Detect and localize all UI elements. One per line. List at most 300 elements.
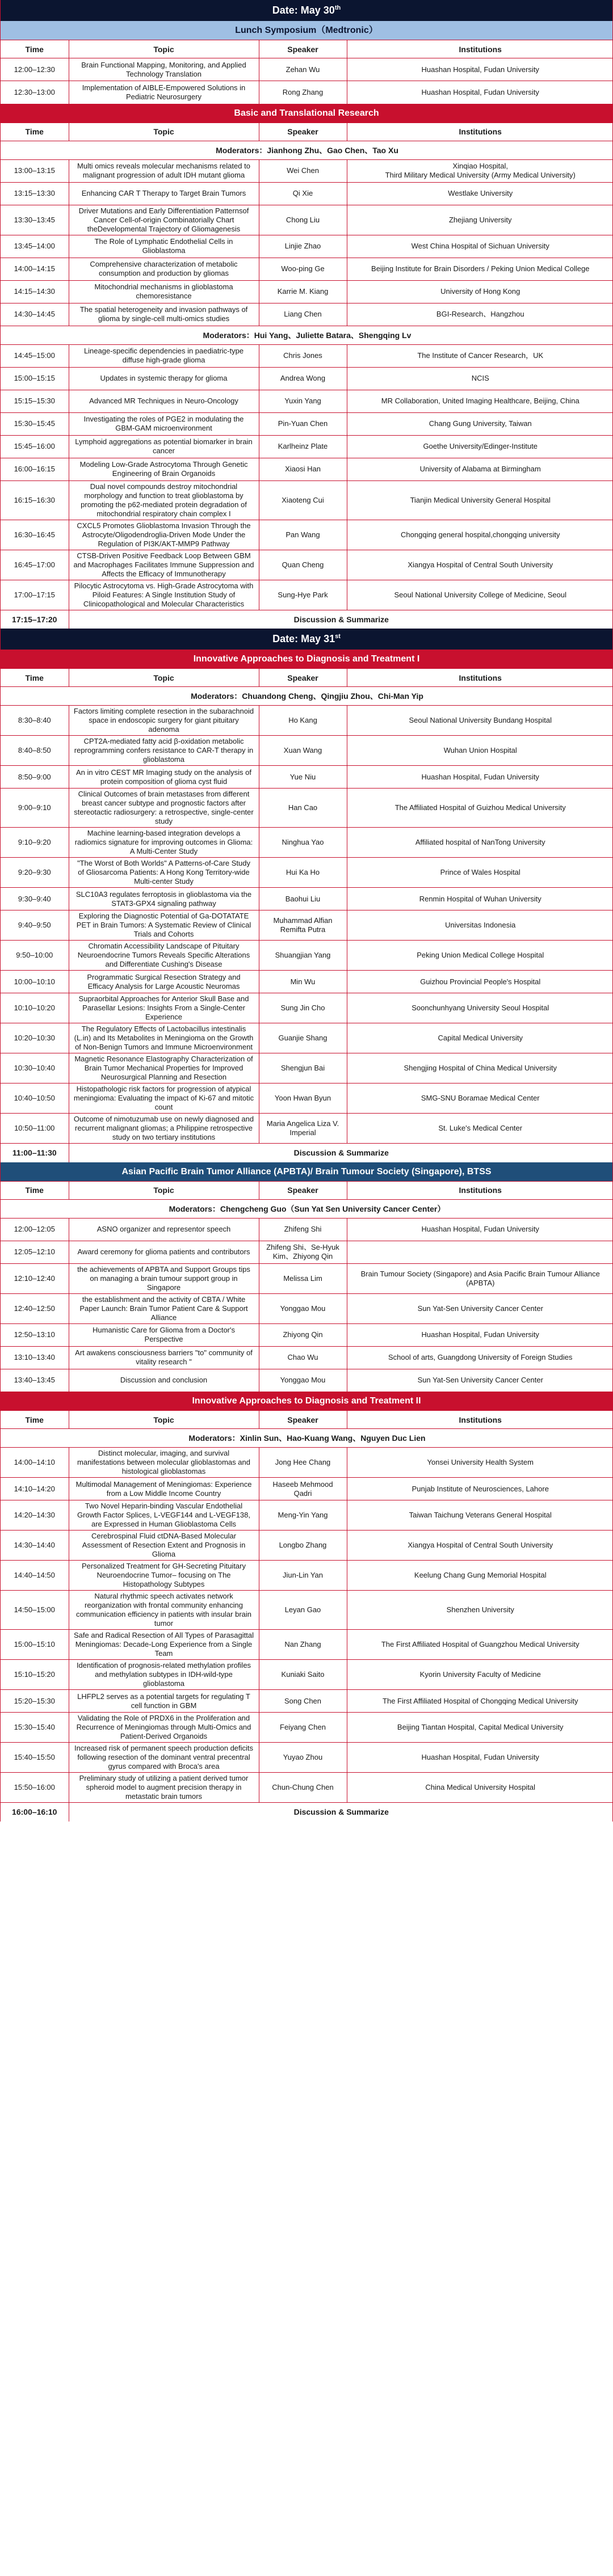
session-time: 10:10–10:20	[1, 993, 69, 1023]
session-topic: Outcome of nimotuzumab use on newly diagnosed and recurrent malignant gliomas; a Philippine retrospective study on two tertiary institutions	[69, 1114, 259, 1144]
session-row	[1, 390, 613, 412]
session-time: 15:15–15:30	[1, 390, 69, 412]
session-time: 15:20–15:30	[1, 1690, 69, 1713]
session-speaker: Yue Niu	[259, 766, 347, 789]
session-speaker: Chris Jones	[259, 344, 347, 367]
session-time: 8:30–8:40	[1, 706, 69, 736]
discussion-time: 11:00–11:30	[1, 1144, 69, 1162]
session-speaker: Sung Jin Cho	[259, 993, 347, 1023]
session-topic: Two Novel Heparin-binding Vascular Endothelial Growth Factor Splices, L-VEGF144 and L-VEGF138, are Expressed in Human Glioblastoma Cells	[69, 1500, 259, 1531]
session-topic: Histopathologic risk factors for progression of atypical meningioma: Evaluating the impact of Ki-67 and mitotic count	[69, 1083, 259, 1114]
session-institution: Brain Tumour Society (Singapore) and Asia Pacific Brain Tumour Alliance (APBTA)	[347, 1263, 613, 1293]
session-speaker: Maria Angelica Liza V. Imperial	[259, 1114, 347, 1144]
session-topic: Investigating the roles of PGE2 in modulating the GBM-GAM microenvironment	[69, 412, 259, 435]
session-speaker: Meng-Yin Yang	[259, 1500, 347, 1531]
topic-header: Topic	[69, 1181, 259, 1199]
session-row	[1, 1561, 613, 1591]
discussion-label: Discussion & Summarize	[69, 610, 613, 629]
session-speaker: Haseeb Mehmood Qadri	[259, 1478, 347, 1500]
session-speaker: Shengjun Bai	[259, 1053, 347, 1083]
session-topic: Programmatic Surgical Resection Strategy and Efficacy Analysis for Large Acoustic Neuromas	[69, 971, 259, 993]
session-topic: Mitochondrial mechanisms in glioblastoma chemoresistance	[69, 280, 259, 303]
session-time: 9:40–9:50	[1, 910, 69, 941]
session-speaker: Song Chen	[259, 1690, 347, 1713]
session-speaker: Xiaoteng Cui	[259, 480, 347, 520]
date-text: Date: May 30	[272, 5, 335, 16]
innovative-2-title: Innovative Approaches to Diagnosis and Treatment II	[1, 1392, 612, 1410]
session-institution: University of Hong Kong	[347, 280, 613, 303]
moderators: Moderators：Chuandong Cheng、Qingjiu Zhou、Chi-Man Yip	[1, 687, 613, 706]
session-speaker: Guanjie Shang	[259, 1023, 347, 1053]
session-time: 12:00–12:05	[1, 1218, 69, 1241]
session-row	[1, 888, 613, 910]
session-time: 14:40–14:50	[1, 1561, 69, 1591]
session-speaker: Feiyang Chen	[259, 1713, 347, 1743]
session-row	[1, 1241, 613, 1263]
session-time: 9:10–9:20	[1, 828, 69, 858]
session-row	[1, 81, 613, 104]
session-time: 12:40–12:50	[1, 1293, 69, 1323]
session-institution: Shengjing Hospital of China Medical University	[347, 1053, 613, 1083]
session-topic: The Regulatory Effects of Lactobacillus intestinalis (L.in) and Its Metabolites in Meningioma on the Growth of Non-Benign Tumors and Immune Microenvironment	[69, 1023, 259, 1053]
session-time: 16:45–17:00	[1, 550, 69, 580]
session-institution: Goethe University/Edinger-Institute	[347, 435, 613, 458]
session-row	[1, 993, 613, 1023]
innovative-1-title: Innovative Approaches to Diagnosis and Treatment I	[1, 650, 612, 668]
session-row	[1, 1713, 613, 1743]
session-row	[1, 858, 613, 888]
moderators: Moderators：Hui Yang、Juliette Batara、Shengqing Lv	[1, 326, 613, 344]
session-institution: Seoul National University Bundang Hospital	[347, 706, 613, 736]
session-row	[1, 303, 613, 326]
date-banner	[1, 629, 612, 650]
header-row	[1, 1411, 613, 1429]
session-time: 14:30–14:40	[1, 1531, 69, 1561]
session-speaker: Rong Zhang	[259, 81, 347, 104]
session-institution: Affiliated hospital of NanTong University	[347, 828, 613, 858]
session-institution: China Medical University Hospital	[347, 1773, 613, 1803]
session-institution: Prince of Wales Hospital	[347, 858, 613, 888]
session-row	[1, 344, 613, 367]
session-speaker: Jong Hee Chang	[259, 1448, 347, 1478]
date-text: Date: May 31	[272, 633, 335, 644]
session-row	[1, 258, 613, 280]
session-institution: School of arts, Guangdong University of Foreign Studies	[347, 1346, 613, 1369]
date-banner	[1, 0, 612, 21]
session-row	[1, 1773, 613, 1803]
session-topic: Enhancing CAR T Therapy to Target Brain Tumors	[69, 182, 259, 205]
session-time: 10:20–10:30	[1, 1023, 69, 1053]
session-institution: Punjab Institute of Neurosciences, Lahore	[347, 1478, 613, 1500]
session-row	[1, 1478, 613, 1500]
session-topic: Cerebrospinal Fluid ctDNA-Based Molecular Assessment of Resection Extent and Prognosis in Glioma	[69, 1531, 259, 1561]
session-row	[1, 910, 613, 941]
session-time: 16:15–16:30	[1, 480, 69, 520]
session-topic: Preliminary study of utilizing a patient derived tumor spheroid model to augment precision therapy in metastatic brain tumors	[69, 1773, 259, 1803]
session-topic: Validating the Role of PRDX6 in the Proliferation and Recurrence of Meningiomas through Multi-Omics and Patient-Derived Organoids	[69, 1713, 259, 1743]
session-speaker: Ho Kang	[259, 706, 347, 736]
session-time: 15:30–15:45	[1, 412, 69, 435]
session-row	[1, 1023, 613, 1053]
moderators-row	[1, 687, 613, 706]
session-topic: Advanced MR Techniques in Neuro-Oncology	[69, 390, 259, 412]
session-time: 14:15–14:30	[1, 280, 69, 303]
session-speaker: Wei Chen	[259, 159, 347, 182]
session-topic: the establishment and the activity of CBTA / White Paper Launch: Brain Tumor Patient Care & Support Alliance	[69, 1293, 259, 1323]
session-institution: St. Luke's Medical Center	[347, 1114, 613, 1144]
session-time: 14:10–14:20	[1, 1478, 69, 1500]
session-speaker: Xiaosi Han	[259, 458, 347, 480]
apbta-title: Asian Pacific Brain Tumor Alliance (APBTA)/ Brain Tumour Society (Singapore), BTSS	[1, 1162, 612, 1181]
session-speaker: Zehan Wu	[259, 58, 347, 81]
session-row	[1, 458, 613, 480]
session-time: 10:30–10:40	[1, 1053, 69, 1083]
session-speaker: Sung-Hye Park	[259, 580, 347, 610]
session-row	[1, 367, 613, 390]
session-row	[1, 828, 613, 858]
institutions-header: Institutions	[347, 123, 613, 141]
discussion-label: Discussion & Summarize	[69, 1803, 613, 1822]
session-topic: Safe and Radical Resection of All Types of Parasagittal Meningiomas: Decade-Long Experience from a Single Team	[69, 1630, 259, 1660]
session-speaker: Leyan Gao	[259, 1591, 347, 1630]
header-row	[1, 40, 613, 58]
session-institution: West China Hospital of Sichuan University	[347, 235, 613, 258]
session-topic: CXCL5 Promotes Glioblastoma Invasion Through the Astrocyte/Oligodendroglia-Driven Mode Under the Regulation of PI3K/AKT-MMP9 Pathway	[69, 520, 259, 550]
session-time: 12:05–12:10	[1, 1241, 69, 1263]
session-topic: Natural rhythmic speech activates network reorganization with frontal community enhancing communication efficiency in patients with insular brain tumor	[69, 1591, 259, 1630]
speaker-header: Speaker	[259, 40, 347, 58]
session-row	[1, 1448, 613, 1478]
session-speaker: Nan Zhang	[259, 1630, 347, 1660]
session-row	[1, 1630, 613, 1660]
session-time: 15:45–16:00	[1, 435, 69, 458]
session-speaker: Woo-ping Ge	[259, 258, 347, 280]
session-row	[1, 58, 613, 81]
speaker-header: Speaker	[259, 1411, 347, 1429]
session-institution: Renmin Hospital of Wuhan University	[347, 888, 613, 910]
session-topic: CPT2A-mediated fatty acid β-oxidation metabolic reprogramming confers resistance to CAR-T therapy in glioblastoma	[69, 736, 259, 766]
session-institution: Beijing Tiantan Hospital, Capital Medical University	[347, 1713, 613, 1743]
session-speaker: Yoon Hwan Byun	[259, 1083, 347, 1114]
session-topic: Lineage-specific dependencies in paediatric-type diffuse high-grade glioma	[69, 344, 259, 367]
institutions-header: Institutions	[347, 1181, 613, 1199]
session-topic: SLC10A3 regulates ferroptosis in glioblastoma via the STAT3-GPX4 signaling pathway	[69, 888, 259, 910]
session-speaker: Pin-Yuan Chen	[259, 412, 347, 435]
session-row	[1, 1218, 613, 1241]
session-topic: Identification of prognosis-related methylation profiles and methylation subtypes in IDH-wild-type glioblastoma	[69, 1660, 259, 1690]
speaker-header: Speaker	[259, 1181, 347, 1199]
time-header: Time	[1, 40, 69, 58]
session-speaker: Ninghua Yao	[259, 828, 347, 858]
speaker-header: Speaker	[259, 123, 347, 141]
session-institution: The Institute of Cancer Research，UK	[347, 344, 613, 367]
session-speaker: Melissa Lim	[259, 1263, 347, 1293]
discussion-row	[1, 1144, 613, 1162]
session-time: 15:30–15:40	[1, 1713, 69, 1743]
session-speaker: Yuyao Zhou	[259, 1743, 347, 1773]
session-time: 13:30–13:45	[1, 205, 69, 235]
header-row	[1, 123, 613, 141]
discussion-row	[1, 1803, 613, 1822]
session-time: 12:50–13:10	[1, 1323, 69, 1346]
topic-header: Topic	[69, 1411, 259, 1429]
session-institution: Kyorin University Faculty of Medicine	[347, 1660, 613, 1690]
session-institution	[347, 1241, 613, 1263]
session-institution: Guizhou Provincial People's Hospital	[347, 971, 613, 993]
session-speaker: Shuangjian Yang	[259, 941, 347, 971]
moderators-row	[1, 1429, 613, 1448]
session-time: 12:30–13:00	[1, 81, 69, 104]
session-topic: Modeling Low-Grade Astrocytoma Through Genetic Engineering of Brain Organoids	[69, 458, 259, 480]
session-speaker: Karrie M. Kiang	[259, 280, 347, 303]
moderators: Moderators：Xinlin Sun、Hao-Kuang Wang、Nguyen Duc Lien	[1, 1429, 613, 1448]
header-row	[1, 669, 613, 687]
topic-header: Topic	[69, 40, 259, 58]
session-row	[1, 789, 613, 828]
session-row	[1, 1263, 613, 1293]
date-suffix: th	[334, 5, 341, 11]
discussion-label: Discussion & Summarize	[69, 1144, 613, 1162]
date-suffix: st	[335, 633, 341, 640]
session-speaker: Xuan Wang	[259, 736, 347, 766]
session-topic: Discussion and conclusion	[69, 1369, 259, 1392]
session-topic: Magnetic Resonance Elastography Characterization of Brain Tumor Mechanical Properties for Improved Neurosurgical Planning and Resection	[69, 1053, 259, 1083]
session-speaker: Quan Cheng	[259, 550, 347, 580]
session-row	[1, 1743, 613, 1773]
time-header: Time	[1, 669, 69, 687]
session-time: 15:00–15:15	[1, 367, 69, 390]
session-speaker: Kuniaki Saito	[259, 1660, 347, 1690]
session-institution: Huashan Hospital, Fudan University	[347, 1743, 613, 1773]
session-institution: University of Alabama at Birmingham	[347, 458, 613, 480]
session-row	[1, 235, 613, 258]
session-topic: Multi omics reveals molecular mechanisms related to malignant progression of adult IDH mutant glioma	[69, 159, 259, 182]
session-row	[1, 941, 613, 971]
session-time: 15:00–15:10	[1, 1630, 69, 1660]
session-topic: Art awakens consciousness barriers "to" community of vitality research "	[69, 1346, 259, 1369]
session-institution: Taiwan Taichung Veterans General Hospital	[347, 1500, 613, 1531]
session-institution: Sun Yat-Sen University Cancer Center	[347, 1369, 613, 1392]
institutions-header: Institutions	[347, 40, 613, 58]
session-institution: Tianjin Medical University General Hospital	[347, 480, 613, 520]
session-time: 9:50–10:00	[1, 941, 69, 971]
session-time: 15:40–15:50	[1, 1743, 69, 1773]
session-institution: Huashan Hospital, Fudan University	[347, 1218, 613, 1241]
session-institution: NCIS	[347, 367, 613, 390]
session-time: 13:15–13:30	[1, 182, 69, 205]
session-topic: Supraorbital Approaches for Anterior Skull Base and Parasellar Lesions: Insights From a Single-Center Experience	[69, 993, 259, 1023]
session-institution: Capital Medical University	[347, 1023, 613, 1053]
session-institution: Soonchunhyang University Seoul Hospital	[347, 993, 613, 1023]
session-institution: Xinqiao Hospital, Third Military Medical University (Army Medical University)	[347, 159, 613, 182]
session-topic: Humanistic Care for Glioma from a Doctor's Perspective	[69, 1323, 259, 1346]
session-topic: Dual novel compounds destroy mitochondrial morphology and function to treat glioblastoma by promoting the p62-mediated protein degradation of mitochondrial respiratory chain complex I	[69, 480, 259, 520]
session-institution: Huashan Hospital, Fudan University	[347, 58, 613, 81]
session-time: 14:50–15:00	[1, 1591, 69, 1630]
session-row	[1, 412, 613, 435]
speaker-header: Speaker	[259, 669, 347, 687]
session-row	[1, 280, 613, 303]
session-topic: Exploring the Diagnostic Potential of Ga-DOTATATE PET in Brain Tumors: A Systematic Review of Clinical Trials and Cohorts	[69, 910, 259, 941]
session-row	[1, 520, 613, 550]
session-time: 13:40–13:45	[1, 1369, 69, 1392]
session-time: 14:20–14:30	[1, 1500, 69, 1531]
session-topic: the achievements of APBTA and Support Groups tips on managing a brain tumour support group in Singapore	[69, 1263, 259, 1293]
session-topic: Updates in systemic therapy for glioma	[69, 367, 259, 390]
session-row	[1, 182, 613, 205]
discussion-row	[1, 610, 613, 629]
session-speaker: Chong Liu	[259, 205, 347, 235]
moderators: Moderators：Jianhong Zhu、Gao Chen、Tao Xu	[1, 141, 613, 159]
session-speaker: Liang Chen	[259, 303, 347, 326]
session-speaker: Qi Xie	[259, 182, 347, 205]
time-header: Time	[1, 123, 69, 141]
session-institution: Wuhan Union Hospital	[347, 736, 613, 766]
session-topic: Pilocytic Astrocytoma vs. High-Grade Astrocytoma with Piloid Features: A Single Institution Study of Clinicopathological and Molecular Characteristics	[69, 580, 259, 610]
session-speaker: Han Cao	[259, 789, 347, 828]
session-topic: An in vitro CEST MR Imaging study on the analysis of protein composition of glioma cyst fluid	[69, 766, 259, 789]
session-topic: Increased risk of permanent speech production deficits following resection of the dominant ventral precentral gyrus compared with Broca's area	[69, 1743, 259, 1773]
session-speaker: Min Wu	[259, 971, 347, 993]
session-row	[1, 1531, 613, 1561]
session-topic: Multimodal Management of Meningiomas: Experience from a Low Middle Income Country	[69, 1478, 259, 1500]
moderators-row	[1, 1199, 613, 1218]
session-institution: The First Affiliated Hospital of Guangzhou Medical University	[347, 1630, 613, 1660]
session-topic: LHFPL2 serves as a potential targets for regulating T cell function in GBM	[69, 1690, 259, 1713]
session-row	[1, 1323, 613, 1346]
session-speaker: Longbo Zhang	[259, 1531, 347, 1561]
schedule-table	[1, 668, 613, 1162]
session-institution: Keelung Chang Gung Memorial Hospital	[347, 1561, 613, 1591]
session-speaker: Karlheinz Plate	[259, 435, 347, 458]
session-topic: Distinct molecular, imaging, and survival manifestations between molecular glioblastomas and histological glioblastomas	[69, 1448, 259, 1478]
session-topic: Lymphoid aggregations as potential biomarker in brain cancer	[69, 435, 259, 458]
session-topic: "The Worst of Both Worlds" A Patterns-of-Care Study of Gliosarcoma Patients: A Hong Kong Territory-wide Multi-center Study	[69, 858, 259, 888]
session-speaker: Yonggao Mou	[259, 1293, 347, 1323]
session-institution: Beijing Institute for Brain Disorders / Peking Union Medical College	[347, 258, 613, 280]
session-institution: Westlake University	[347, 182, 613, 205]
session-institution: Shenzhen University	[347, 1591, 613, 1630]
session-topic: Comprehensive characterization of metabolic consumption and production by gliomas	[69, 258, 259, 280]
session-speaker: Zhifeng Shi	[259, 1218, 347, 1241]
basic-research-title: Basic and Translational Research	[1, 104, 612, 123]
schedule-table	[1, 123, 613, 629]
session-speaker: Baohui Liu	[259, 888, 347, 910]
session-topic: Award ceremony for glioma patients and contributors	[69, 1241, 259, 1263]
session-row	[1, 580, 613, 610]
institutions-header: Institutions	[347, 1411, 613, 1429]
session-institution: SMG-SNU Boramae Medical Center	[347, 1083, 613, 1114]
session-time: 12:00–12:30	[1, 58, 69, 81]
session-topic: Implementation of AIBLE-Empowered Solutions in Pediatric Neurosurgery	[69, 81, 259, 104]
session-speaker: Yonggao Mou	[259, 1369, 347, 1392]
session-time: 17:00–17:15	[1, 580, 69, 610]
session-time: 13:00–13:15	[1, 159, 69, 182]
institutions-header: Institutions	[347, 669, 613, 687]
session-institution: The Affiliated Hospital of Guizhou Medical University	[347, 789, 613, 828]
session-time: 15:10–15:20	[1, 1660, 69, 1690]
session-time: 10:50–11:00	[1, 1114, 69, 1144]
discussion-time: 17:15–17:20	[1, 610, 69, 629]
session-row	[1, 1500, 613, 1531]
discussion-time: 16:00–16:10	[1, 1803, 69, 1822]
session-institution: MR Collaboration, United Imaging Healthcare, Beijing, China	[347, 390, 613, 412]
session-institution: Huashan Hospital, Fudan University	[347, 766, 613, 789]
session-speaker: Zhiyong Qin	[259, 1323, 347, 1346]
session-row	[1, 1053, 613, 1083]
schedule-table	[1, 40, 613, 104]
session-topic: Clinical Outcomes of brain metastases from different breast cancer subtype and prognostic factors after stereotactic radiosurgery: a retrospective, single-center study	[69, 789, 259, 828]
session-row	[1, 766, 613, 789]
session-topic: CTSB-Driven Positive Feedback Loop Between GBM and Macrophages Facilitates Immune Suppression and Affects the Efficacy of Immunotherapy	[69, 550, 259, 580]
session-row	[1, 550, 613, 580]
session-row	[1, 1114, 613, 1144]
session-time: 9:20–9:30	[1, 858, 69, 888]
session-speaker: Andrea Wong	[259, 367, 347, 390]
session-row	[1, 1346, 613, 1369]
session-row	[1, 1690, 613, 1713]
session-institution: Huashan Hospital, Fudan University	[347, 1323, 613, 1346]
session-time: 14:45–15:00	[1, 344, 69, 367]
session-time: 10:40–10:50	[1, 1083, 69, 1114]
session-speaker: Jiun-Lin Yan	[259, 1561, 347, 1591]
session-topic: Chromatin Accessibility Landscape of Pituitary Neuroendocrine Tumors Reveals Specific Alterations and Differentiate Cushing's Disease	[69, 941, 259, 971]
schedule-table	[1, 1181, 613, 1392]
session-time: 10:00–10:10	[1, 971, 69, 993]
session-institution: Chongqing general hospital,chongqing university	[347, 520, 613, 550]
session-time: 13:10–13:40	[1, 1346, 69, 1369]
session-speaker: Chao Wu	[259, 1346, 347, 1369]
session-row	[1, 1293, 613, 1323]
session-time: 14:30–14:45	[1, 303, 69, 326]
session-institution: Universitas Indonesia	[347, 910, 613, 941]
moderators: Moderators：Chengcheng Guo（Sun Yat Sen University Cancer Center）	[1, 1199, 613, 1218]
moderators-row	[1, 141, 613, 159]
session-time: 12:10–12:40	[1, 1263, 69, 1293]
session-time: 9:30–9:40	[1, 888, 69, 910]
session-topic: The spatial heterogeneity and invasion pathways of glioma by single-cell multi-omics studies	[69, 303, 259, 326]
lunch-symposium-title: Lunch Symposium（Medtronic）	[1, 21, 612, 40]
session-topic: Brain Functional Mapping, Monitoring, and Applied Technology Translation	[69, 58, 259, 81]
session-speaker: Linjie Zhao	[259, 235, 347, 258]
session-time: 9:00–9:10	[1, 789, 69, 828]
session-topic: Machine learning-based integration develops a radiomics signature for improving outcomes in Glioma: A Multi-Center Study	[69, 828, 259, 858]
session-institution: Peking Union Medical College Hospital	[347, 941, 613, 971]
session-speaker: Yuxin Yang	[259, 390, 347, 412]
session-speaker: Muhammad Alfian Remifta Putra	[259, 910, 347, 941]
session-row	[1, 205, 613, 235]
header-row	[1, 1181, 613, 1199]
session-speaker: Hui Ka Ho	[259, 858, 347, 888]
session-row	[1, 435, 613, 458]
session-institution: Xiangya Hospital of Central South University	[347, 550, 613, 580]
session-row	[1, 159, 613, 182]
session-institution: Seoul National University College of Medicine, Seoul	[347, 580, 613, 610]
topic-header: Topic	[69, 669, 259, 687]
schedule-table	[1, 1410, 613, 1822]
session-speaker: Zhifeng Shi、Se-Hyuk Kim、Zhiyong Qin	[259, 1241, 347, 1263]
session-row	[1, 1083, 613, 1114]
session-topic: ASNO organizer and representor speech	[69, 1218, 259, 1241]
session-topic: Personalized Treatment for GH-Secreting Pituitary Neuroendocrine Tumor– focusing on The Histopathology Subtypes	[69, 1561, 259, 1591]
session-institution: Zhejiang University	[347, 205, 613, 235]
session-institution: The First Affiliated Hospital of Chongqing Medical University	[347, 1690, 613, 1713]
time-header: Time	[1, 1181, 69, 1199]
time-header: Time	[1, 1411, 69, 1429]
session-time: 16:00–16:15	[1, 458, 69, 480]
session-institution: Xiangya Hospital of Central South University	[347, 1531, 613, 1561]
session-institution: Sun Yat-Sen University Cancer Center	[347, 1293, 613, 1323]
